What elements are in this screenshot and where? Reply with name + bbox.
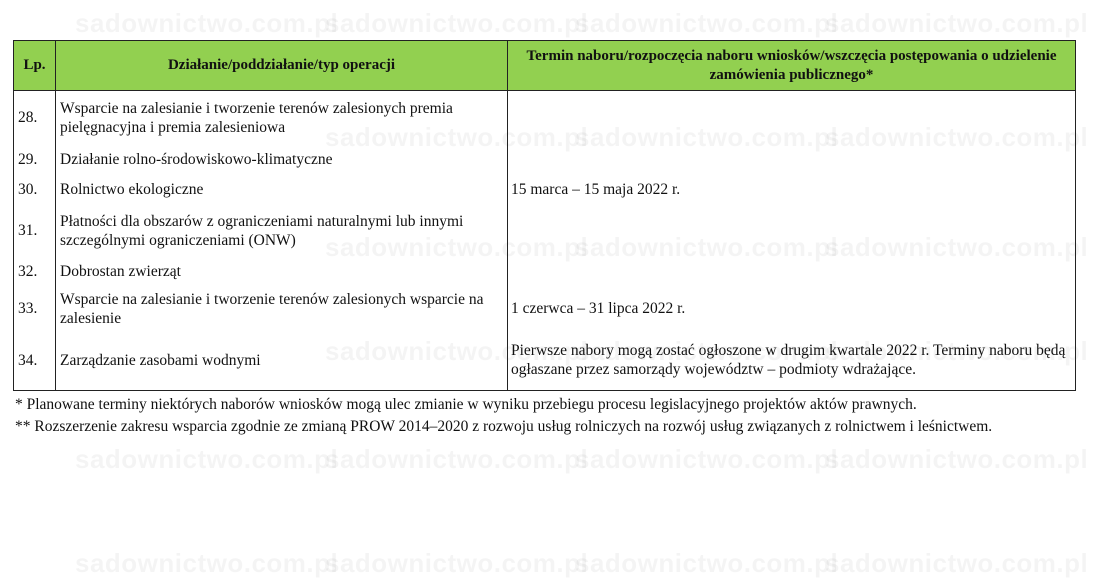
watermark	[325, 444, 588, 475]
schedule-table	[13, 40, 1076, 391]
watermark	[75, 8, 338, 39]
table-header-row	[14, 41, 1076, 91]
row-lp: 30.	[14, 175, 56, 205]
row-lp: 31.	[14, 205, 56, 257]
footnotes	[15, 394, 992, 438]
header-lp: Lp.	[14, 41, 56, 91]
row-lp: 33.	[14, 287, 56, 331]
table-row	[14, 287, 1076, 331]
footnote-2: ** Rozszerzenie zakresu wsparcia zgodnie ze zmianą PROW 2014–2020 z rozwoju usług rolniczych na rozwój usług związanych z rolnictwem i leśnictwem.	[15, 418, 993, 435]
table-row	[14, 145, 1076, 175]
row-action: Rolnictwo ekologiczne	[56, 175, 508, 205]
watermark	[325, 8, 588, 39]
row-action: Dobrostan zwierząt	[56, 257, 508, 287]
row-term	[508, 145, 1076, 175]
table-row	[14, 175, 1076, 205]
header-term: Termin naboru/rozpoczęcia naboru wniosków/wszczęcia postępowania o udzielenie zamówienia publicznego*	[508, 41, 1076, 91]
row-action: Płatności dla obszarów z ograniczeniami naturalnymi lub innymi szczególnymi ograniczeniami (ONW)	[56, 205, 508, 257]
watermark	[575, 548, 838, 579]
table-row	[14, 331, 1076, 391]
watermark	[75, 548, 338, 579]
watermark	[325, 548, 588, 579]
row-term	[508, 257, 1076, 287]
watermark	[75, 444, 338, 475]
table-row	[14, 257, 1076, 287]
row-term: 15 marca – 15 maja 2022 r.	[508, 175, 1076, 205]
table-row	[14, 91, 1076, 145]
row-lp: 29.	[14, 145, 56, 175]
row-action: Wsparcie na zalesianie i tworzenie terenów zalesionych wsparcie na zalesienie	[56, 287, 508, 331]
footnote-1: * Planowane terminy niektórych naborów wniosków mogą ulec zmianie w wyniku przebiegu procesu legislacyjnego projektów aktów prawnych.	[15, 396, 917, 413]
row-lp: 32.	[14, 257, 56, 287]
watermark	[825, 8, 1088, 39]
header-action: Działanie/poddziałanie/typ operacji	[56, 41, 508, 91]
watermark	[575, 444, 838, 475]
row-lp: 34.	[14, 331, 56, 391]
row-term: 1 czerwca – 31 lipca 2022 r.	[508, 287, 1076, 331]
row-term	[508, 91, 1076, 145]
row-action: Zarządzanie zasobami wodnymi	[56, 331, 508, 391]
watermark	[825, 548, 1088, 579]
table-row	[14, 205, 1076, 257]
watermark	[825, 444, 1088, 475]
row-lp: 28.	[14, 91, 56, 145]
watermark	[575, 8, 838, 39]
row-term	[508, 205, 1076, 257]
row-action: Wsparcie na zalesianie i tworzenie terenów zalesionych premia pielęgnacyjna i premia zalesieniowa	[56, 91, 508, 145]
row-term: Pierwsze nabory mogą zostać ogłoszone w drugim kwartale 2022 r. Terminy naboru będą ogłaszane przez samorządy województw – podmioty wdrażające.	[508, 331, 1076, 391]
row-action: Działanie rolno-środowiskowo-klimatyczne	[56, 145, 508, 175]
